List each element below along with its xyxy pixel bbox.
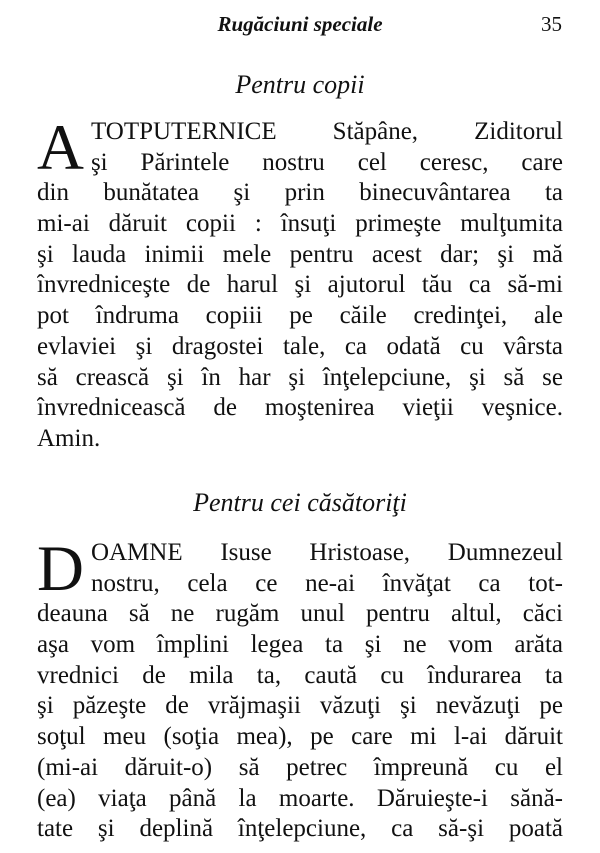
running-title: Rugăciuni speciale: [217, 12, 383, 36]
drop-cap: D: [37, 533, 84, 605]
text-line: şi lauda inimii mele pentru acest dar; şi mă: [37, 240, 563, 268]
text-line: nostru, cela ce ne-ai învăţat ca tot-: [90, 569, 563, 597]
text-line: şi păzeşte de vrăjmaşii văzuţi şi nevăzuţi pe: [37, 692, 563, 720]
running-head: [0, 12, 600, 42]
text-line: soţul meu (soţia mea), pe care mi l-ai dăruit: [37, 723, 563, 751]
text-line: aşa vom împlini legea ta şi ne vom arăta: [37, 631, 563, 659]
text-line: vrednici de mila ta, caută cu îndurarea ta: [37, 661, 563, 689]
text-line: mi-ai dăruit copii : însuţi primeşte mulţumita: [37, 210, 563, 238]
text-line: pot îndruma copiii pe căile credinţei, ale: [37, 302, 563, 330]
text-line: învrednicească de moştenirea vieţii veşnice.: [37, 394, 563, 422]
text-line: şi Părintele nostru cel ceresc, care: [90, 148, 563, 176]
text-line: Amin.: [37, 424, 101, 452]
page-number: 35: [541, 12, 562, 36]
prayer-title: Pentru copii: [235, 70, 365, 99]
prayer-body: [37, 533, 563, 845]
text-line: OAMNE Isuse Hristoase, Dumnezeul: [90, 539, 563, 566]
prayer-body: [37, 112, 563, 455]
text-line: să crească şi în har şi înţelepciune, şi să se: [37, 363, 563, 391]
text-line: din bunătatea şi prin binecuvântarea ta: [37, 179, 563, 207]
text-line: învredniceşte de harul şi ajutorul tău ca să-mi: [37, 271, 563, 299]
text-line: (mi-ai dăruit-o) să petrec împreună cu el: [37, 753, 563, 781]
prayer-title: Pentru cei căsătoriţi: [193, 488, 407, 517]
text-line: TOTPUTERNICE Stăpâne, Ziditorul: [90, 118, 563, 145]
text-line: (ea) viaţa până la moarte. Dăruieşte-i sănă-: [37, 784, 563, 812]
text-line: tate şi deplină înţelepciune, ca să-şi poată: [37, 815, 563, 843]
drop-cap: A: [37, 112, 84, 184]
text-line: deauna să ne rugăm unul pentru altul, căci: [37, 600, 563, 628]
text-line: evlaviei şi dragostei tale, ca odată cu vârsta: [37, 332, 563, 360]
